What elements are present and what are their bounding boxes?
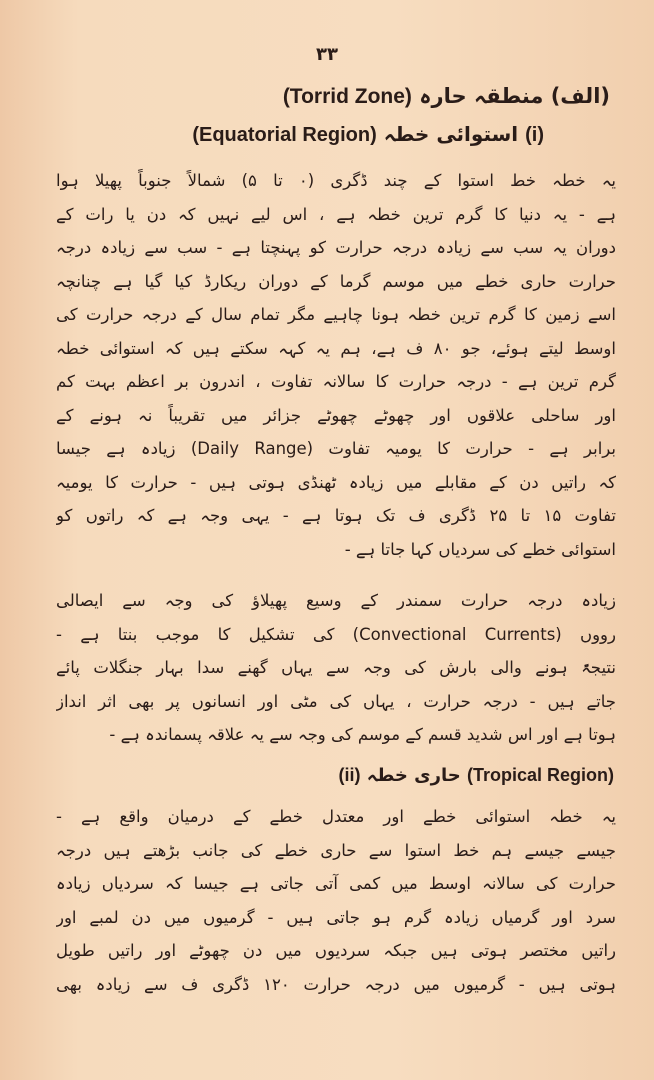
- paragraph-line: اوسط لیتے ہوئے، جو ۸۰ ف ہے، ہم یہ کہہ سکتے ہیں کہ استوائی خطہ: [56, 338, 616, 358]
- heading-tropical-english: (Tropical Region): [466, 765, 614, 785]
- paragraph-equatorial: [56, 164, 616, 566]
- paragraph-line: اسے زمین کا گرم ترین خطہ ہونا چاہیے مگر تمام سال کے درجہ حرارت کی: [56, 305, 616, 324]
- paragraph-line: کہ راتیں دن کے مقابلے میں زیادہ ٹھنڈی ہوتی ہیں - حرارت کا یومیہ: [56, 472, 616, 492]
- heading-equatorial-urdu: استوائی خطہ: [383, 122, 519, 146]
- page-number: ۳۳: [316, 44, 338, 65]
- paragraph-line: جیسے جیسے ہم خط استوا سے حاری خطے کی جانب بڑھتے ہیں درجہ: [56, 840, 616, 860]
- paragraph-line: حرارت حاری خطے میں موسم گرما کے دوران ریکارڈ کیا گیا ہے چنانچہ: [56, 271, 616, 291]
- paragraph-line: سرد اور گرمیاں زیادہ گرم ہو جاتی ہیں - گرمیوں میں دن لمبے اور: [56, 907, 616, 927]
- paragraph-line: دوران یہ سب سے زیادہ درجہ حرارت کو پہنچتا ہے - سب سے زیادہ درجہ: [56, 238, 616, 257]
- paragraph-line: نتیجۃً ہونے والی بارش کی وجہ سے یہاں گھنے سدا بہار جنگلات پائے: [56, 658, 616, 677]
- paragraph-line: رووں (Convectional Currents) کی تشکیل کا موجب بنتا ہے -: [56, 624, 616, 644]
- paragraph-line: برابر ہے - حرارت کا یومیہ تفاوت (Daily Range) زیادہ ہے جیسا: [56, 439, 616, 458]
- paragraph-line: گرم ترین ہے - درجہ حرارت کا سالانہ تفاوت ، اندرون بر اعظم بہت کم: [56, 372, 616, 391]
- paragraph-tropical: [56, 800, 616, 1001]
- paragraph-line: یہ خطہ خط استوا کے چند ڈگری (۰ تا ۵) شمالاً جنوباً پھیلا ہوا: [56, 171, 616, 190]
- heading-torrid-zone: [283, 84, 610, 109]
- paragraph-line: استوائی خطے کی سردیاں کہا جاتا ہے -: [344, 539, 616, 559]
- paragraph-line: اور ساحلی علاقوں اور چھوٹے چھوٹے جزائر میں تقریباً نہ ہونے کے: [56, 405, 616, 425]
- heading-torrid-zone-urdu: (الف) منطقہ حارہ: [419, 84, 610, 108]
- paragraph-line: زیادہ درجہ حرارت سمندر کے وسیع پھیلاؤ کی وجہ سے ایصالی: [56, 591, 616, 610]
- heading-tropical-number: (ii): [338, 765, 361, 785]
- paragraph-line: ہوتا ہے اور اس شدید قسم کے موسم کی وجہ سے یہ علاقہ پسماندہ ہے -: [109, 725, 616, 744]
- paragraph-line: تفاوت ۱۵ تا ۲۵ ڈگری ف تک ہوتا ہے - یہی وجہ ہے کہ راتوں کو: [56, 506, 616, 525]
- paragraph-line: جاتے ہیں - درجہ حرارت ، یہاں کی مٹی اور انسانوں پر بھی اثر انداز: [56, 691, 616, 711]
- paragraph-convection: [56, 584, 616, 752]
- paragraph-line: حرارت کی سالانہ اوسط میں کمی آتی جاتی ہے جیسا کہ سردیاں زیادہ: [56, 874, 616, 893]
- heading-torrid-zone-english: (Torrid Zone): [282, 85, 412, 108]
- paragraph-line: راتیں مختصر ہوتی ہیں جبکہ سردیوں میں دن چھوٹے اور راتیں طویل: [56, 941, 616, 960]
- heading-tropical-region: [339, 765, 615, 786]
- paragraph-line: یہ خطہ استوائی خطے اور معتدل خطے کے درمیان واقع ہے -: [56, 807, 616, 826]
- paragraph-line: ہوتی ہیں - گرمیوں میں درجہ حرارت ۱۲۰ ڈگری ف سے زیادہ بھی: [56, 974, 616, 994]
- heading-equatorial-region: [192, 122, 544, 147]
- heading-tropical-urdu: حاری خطہ: [366, 765, 461, 786]
- heading-equatorial-english: (Equatorial Region): [192, 124, 377, 146]
- paragraph-line: ہے - یہ دنیا کا گرم ترین خطہ ہے ، اس لیے نہیں کہ دن یا رات کے: [56, 204, 616, 224]
- heading-equatorial-number: (i): [525, 124, 544, 146]
